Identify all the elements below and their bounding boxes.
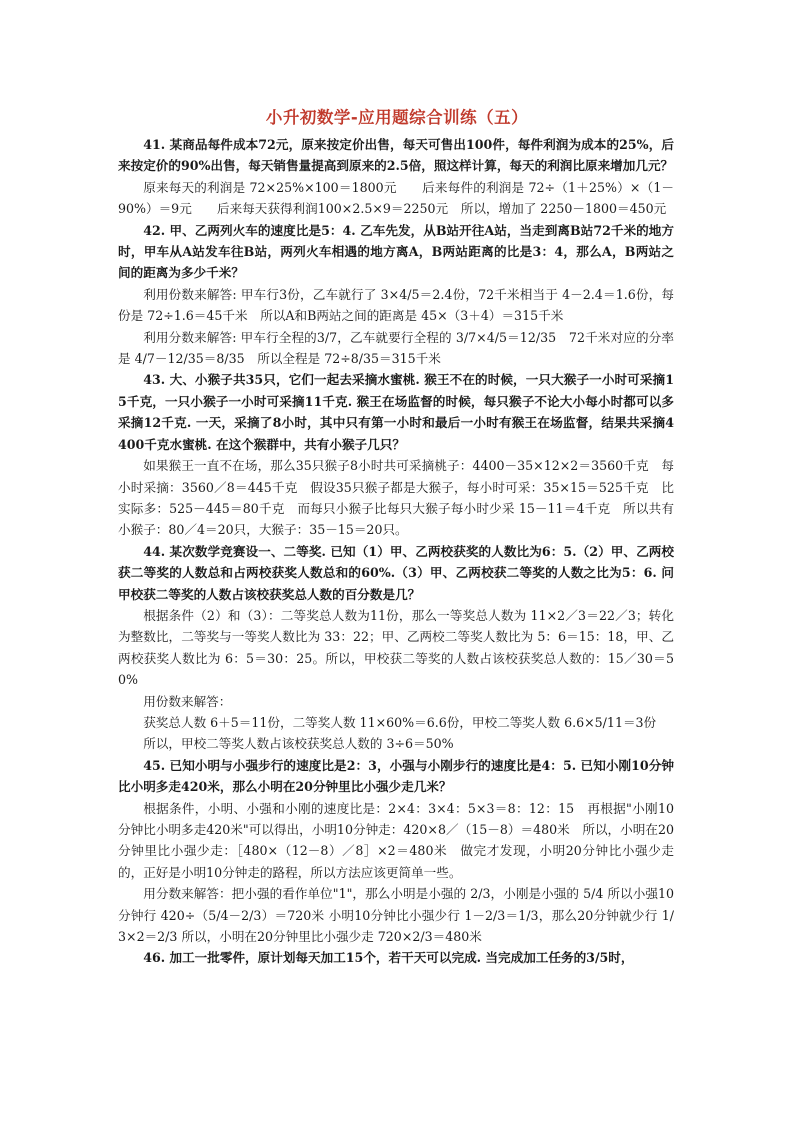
problem-41-question: 41. 某商品每件成本72元，原来按定价出售，每天可售出100件，每件利润为成本的25%，后来按定价的90%出售，每天销售量提高到原来的2.5倍，照这样计算，每天的利润比原来增加几元？ — [118, 137, 674, 174]
document-body — [118, 134, 674, 969]
problem-44-question: 44. 某次数学竞赛设一、二等奖. 已知（1）甲、乙两校获奖的人数比为6：5.（2）甲、乙两校获二等奖的人数总和占两校获奖人数总和的60%.（3）甲、乙两校获二等奖的人数之比为5：6. 问甲校获二等奖的人数占该校获奖总人数的百分数是几？ — [118, 543, 674, 602]
problem-45-answer-1: 根据条件，小明、小强和小刚的速度比是：2×4：3×4：5×3＝8：12：15 再根据"小刚10分钟比小明多走420米"可以得出，小明10分钟走：420×8／（15－8）＝480米 所以，小明在20分钟里比小强少走：［480×（12－8）／8］×2＝480米 做完才发现，小明20分钟比小强少走的，正好是小明10分钟走的路程，所以方法应该更简单一些。 — [118, 800, 674, 880]
problem-44-answer-1: 根据条件（2）和（3）：二等奖总人数为11份，那么一等奖总人数为 11×2／3＝22／3；转化为整数比，二等奖与一等奖人数比为 33：22；甲、乙两校二等奖人数比为 5：6＝15：18，甲、乙两校获奖人数比为 6：5＝30：25。所以，甲校获二等奖的人数占该校获奖总人数的：15／30＝50% — [118, 607, 674, 688]
problem-43-question: 43. 大、小猴子共35只，它们一起去采摘水蜜桃. 猴王不在的时候，一只大猴子一小时可采摘15千克，一只小猴子一小时可采摘11千克. 猴王在场监督的时候，每只猴子不论大小每小时都可以多采摘12千克. 一天，采摘了8小时，其中只有第一小时和最后一小时有猴王在场监督，结果共采摘4400千克水蜜桃. 在这个猴群中，共有小猴子几只？ — [118, 372, 674, 452]
problem-41-answer: 原来每天的利润是 72×25%×100＝1800元 后来每件的利润是 72÷（1＋25%）×（1－90%）＝9元 后来每天获得利润100×2.5×9＝2250元 所以，增加了 2250－1800＝450元 — [118, 179, 674, 217]
problem-42-question: 42. 甲、乙两列火车的速度比是5：4. 乙车先发，从B站开往A站，当走到离B站72千米的地方时，甲车从A站发车往B站，两列火车相遇的地方离A，B两站距离的比是3：4，那么A，B两站之间的距离为多少千米？ — [118, 222, 674, 281]
problem-44-answer-2: 用份数来解答： — [143, 693, 232, 709]
problem-44-answer-3: 获奖总人数 6＋5＝11份，二等奖人数 11×60%＝6.6份，甲校二等奖人数 6.6×5/11＝3份 — [143, 714, 657, 730]
problem-46-question: 46. 加工一批零件，原计划每天加工15个，若干天可以完成. 当完成加工任务的3/5时， — [143, 950, 634, 966]
problem-44-answer-4: 所以，甲校二等奖人数占该校获奖总人数的 3÷6＝50% — [143, 736, 454, 752]
problem-43-answer: 如果猴王一直不在场，那么35只猴子8小时共可采摘桃子：4400－35×12×2＝3560千克 每小时采摘：3560／8＝445千克 假设35只猴子都是大猴子，每小时可采：35×15＝525千克 比实际多：525－445＝80千克 而每只小猴子比每只大猴子每小时少采 15－11＝4千克 所以共有小猴子：80／4＝20只，大猴子：35－15＝20只。 — [118, 458, 674, 538]
problem-42-answer-1: 利用份数来解答: 甲车行3份，乙车就行了 3×4/5＝2.4份，72千米相当于 4－2.4＝1.6份，每份是 72÷1.6＝45千米 所以A和B两站之间的距离是 45×（3＋4）＝315千米 — [118, 286, 674, 324]
problem-42-answer-2: 利用分数来解答: 甲车行全程的3/7，乙车就要行全程的 3/7×4/5＝12/35 72千米对应的分率是 4/7－12/35＝8/35 所以全程是 72÷8/35＝315千米 — [118, 329, 674, 367]
problem-45-answer-2: 用分数来解答：把小强的看作单位"1"，那么小明是小强的 2/3，小刚是小强的 5/4 所以小强10分钟行 420÷（5/4－2/3）＝720米 小明10分钟比小强少行 1－2/3＝1/3，那么20分钟就少行 1/3×2＝2/3 所以，小明在20分钟里比小强少走 720×2/3＝480米 — [118, 886, 674, 945]
page-title: 小升初数学-应用题综合训练（五） — [265, 108, 529, 127]
problem-45-question: 45. 已知小明与小强步行的速度比是2：3，小强与小刚步行的速度比是4：5. 已知小刚10分钟比小明多走420米，那么小明在20分钟里比小强少走几米？ — [118, 757, 674, 795]
